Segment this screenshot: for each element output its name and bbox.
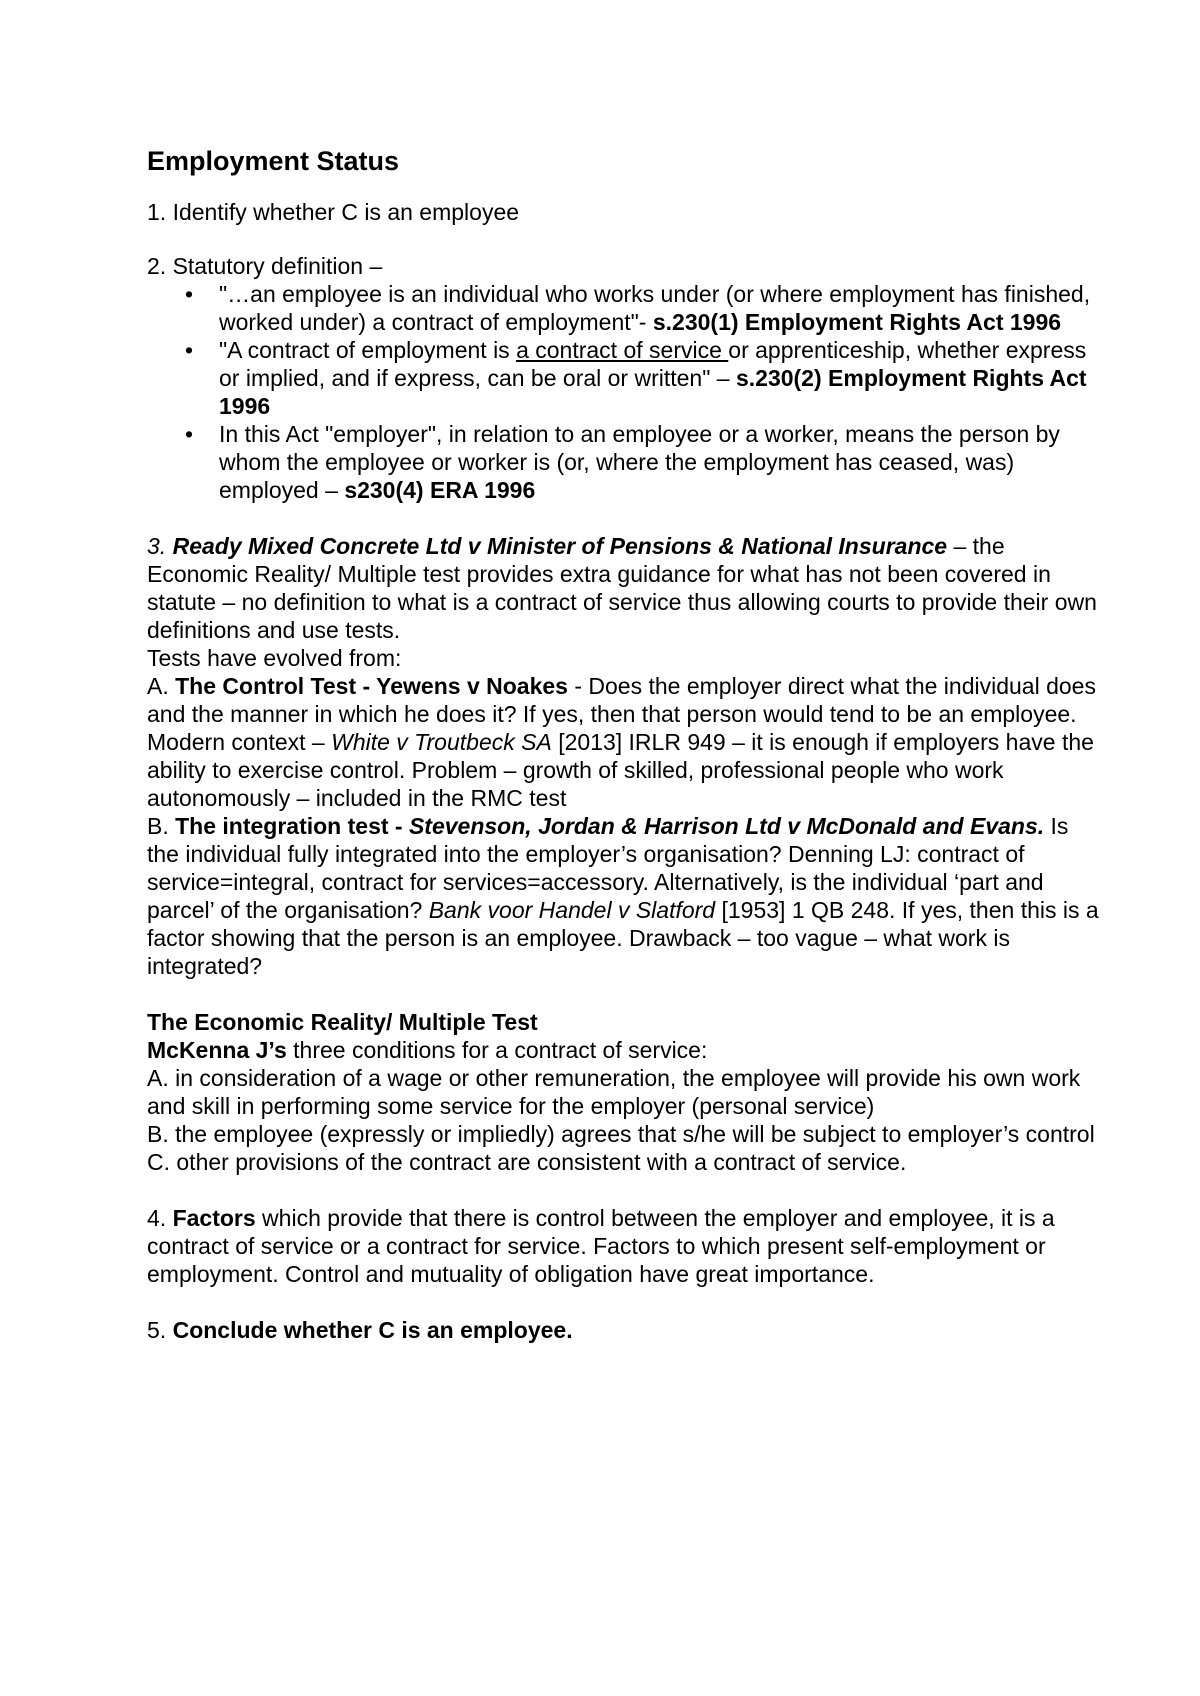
step-3-paragraph (147, 532, 1100, 644)
step-number: 5. (147, 1317, 173, 1343)
step-number: 4. (147, 1205, 173, 1231)
integration-test-paragraph (147, 812, 1100, 980)
control-test-heading: The Control Test - Yewens v Noakes (175, 673, 568, 699)
paragraph-text: – the Economic Reality/ Multiple test provides extra guidance for what has not been covered in statute – no definition to what is a contract of service thus allowing courts to provide their own definitions and use tests. (147, 533, 1097, 643)
tests-evolved: Tests have evolved from: (147, 645, 402, 671)
statute-citation: s230(4) ERA 1996 (344, 477, 536, 503)
bullet-icon: • (185, 337, 194, 363)
statute-citation: s.230(1) Employment Rights Act 1996 (652, 309, 1062, 335)
economic-reality-heading (147, 1008, 1100, 1036)
statute-citation: s.230(2) Employment Rights Act 1996 (219, 365, 1087, 419)
integration-test-heading: The integration test - (175, 813, 409, 839)
bullet-icon: • (185, 281, 194, 307)
case-name: White v Troutbeck SA (331, 729, 552, 755)
step-4-paragraph (147, 1204, 1100, 1288)
mckenna-intro (147, 1036, 1100, 1064)
condition-a: A. in consideration of a wage or other remuneration, the employee will provide his own work and skill in performing some service for the employer (personal service) (147, 1065, 1081, 1119)
paragraph-text: [2013] IRLR 949 – it is enough if employers have the ability to exercise control. Problem – growth of skilled, professional people who work autonomously – included in the RMC test (147, 729, 1094, 811)
item-letter: A. (147, 673, 176, 699)
step-2-heading: 2. Statutory definition – (147, 253, 383, 279)
bullet-icon: • (185, 421, 194, 447)
paragraph-text: Is the individual fully integrated into the employer’s organisation? Denning LJ: contract of service=integral, contract for services=accessory. Alternatively, is the individual ‘part and parcel’ of the organisation? (147, 813, 1069, 923)
bullet-text: "A contract of employment is (219, 337, 517, 363)
section-heading: The Economic Reality/ Multiple Test (147, 1009, 538, 1035)
step-1: 1. Identify whether C is an employee (147, 199, 520, 225)
underlined-term: a contract of service (516, 337, 729, 363)
paragraph-text: [1953] 1 QB 248. If yes, then this is a factor showing that the person is an employee. Drawback – too vague – what work is integrated? (147, 897, 1099, 979)
condition-b: B. the employee (expressly or impliedly) agrees that s/he will be subject to employer’s control (147, 1121, 1095, 1147)
list-item (185, 420, 1100, 504)
paragraph-text: which provide that there is control between the employer and employee, it is a contract of service or a contract for service. Factors to which present self-employment or employment. Control and mutuality of obligation have great importance. (147, 1205, 1055, 1287)
condition-c: C. other provisions of the contract are consistent with a contract of service. (147, 1149, 907, 1175)
control-test-paragraph (147, 672, 1100, 812)
conclusion-text: Conclude whether C is an employee. (172, 1317, 573, 1343)
bullet-text: "…an employee is an individual who works under (or where employment has finished, worked under) a contract of employment"- (219, 281, 1091, 335)
step-number: 3. (147, 533, 173, 559)
judge-name: McKenna J’s (147, 1037, 287, 1063)
case-name: Ready Mixed Concrete Ltd v Minister of Pensions & National Insurance (172, 533, 948, 559)
paragraph-text: - Does the employer direct what the individual does and the manner in which he does it? If yes, then that person would tend to be an employee. Modern context – (147, 673, 1096, 755)
bullet-text: or apprenticeship, whether express or implied, and if express, can be oral or written" – (219, 337, 1087, 391)
factors-label: Factors (172, 1205, 256, 1231)
page-title: Employment Status (147, 146, 400, 176)
case-name: Bank voor Handel v Slatford (428, 897, 716, 923)
case-name: Stevenson, Jordan & Harrison Ltd v McDonald and Evans. (408, 813, 1045, 839)
paragraph-text: three conditions for a contract of service: (286, 1037, 708, 1063)
bullet-text: In this Act "employer", in relation to an employee or a worker, means the person by whom the employee or worker is (or, where the employment has ceased, was) employed – (219, 421, 1060, 503)
item-letter: B. (147, 813, 176, 839)
list-item (185, 336, 1100, 420)
step-5-paragraph (147, 1316, 1100, 1344)
statutory-definition-list (147, 280, 1100, 504)
list-item (185, 280, 1100, 336)
